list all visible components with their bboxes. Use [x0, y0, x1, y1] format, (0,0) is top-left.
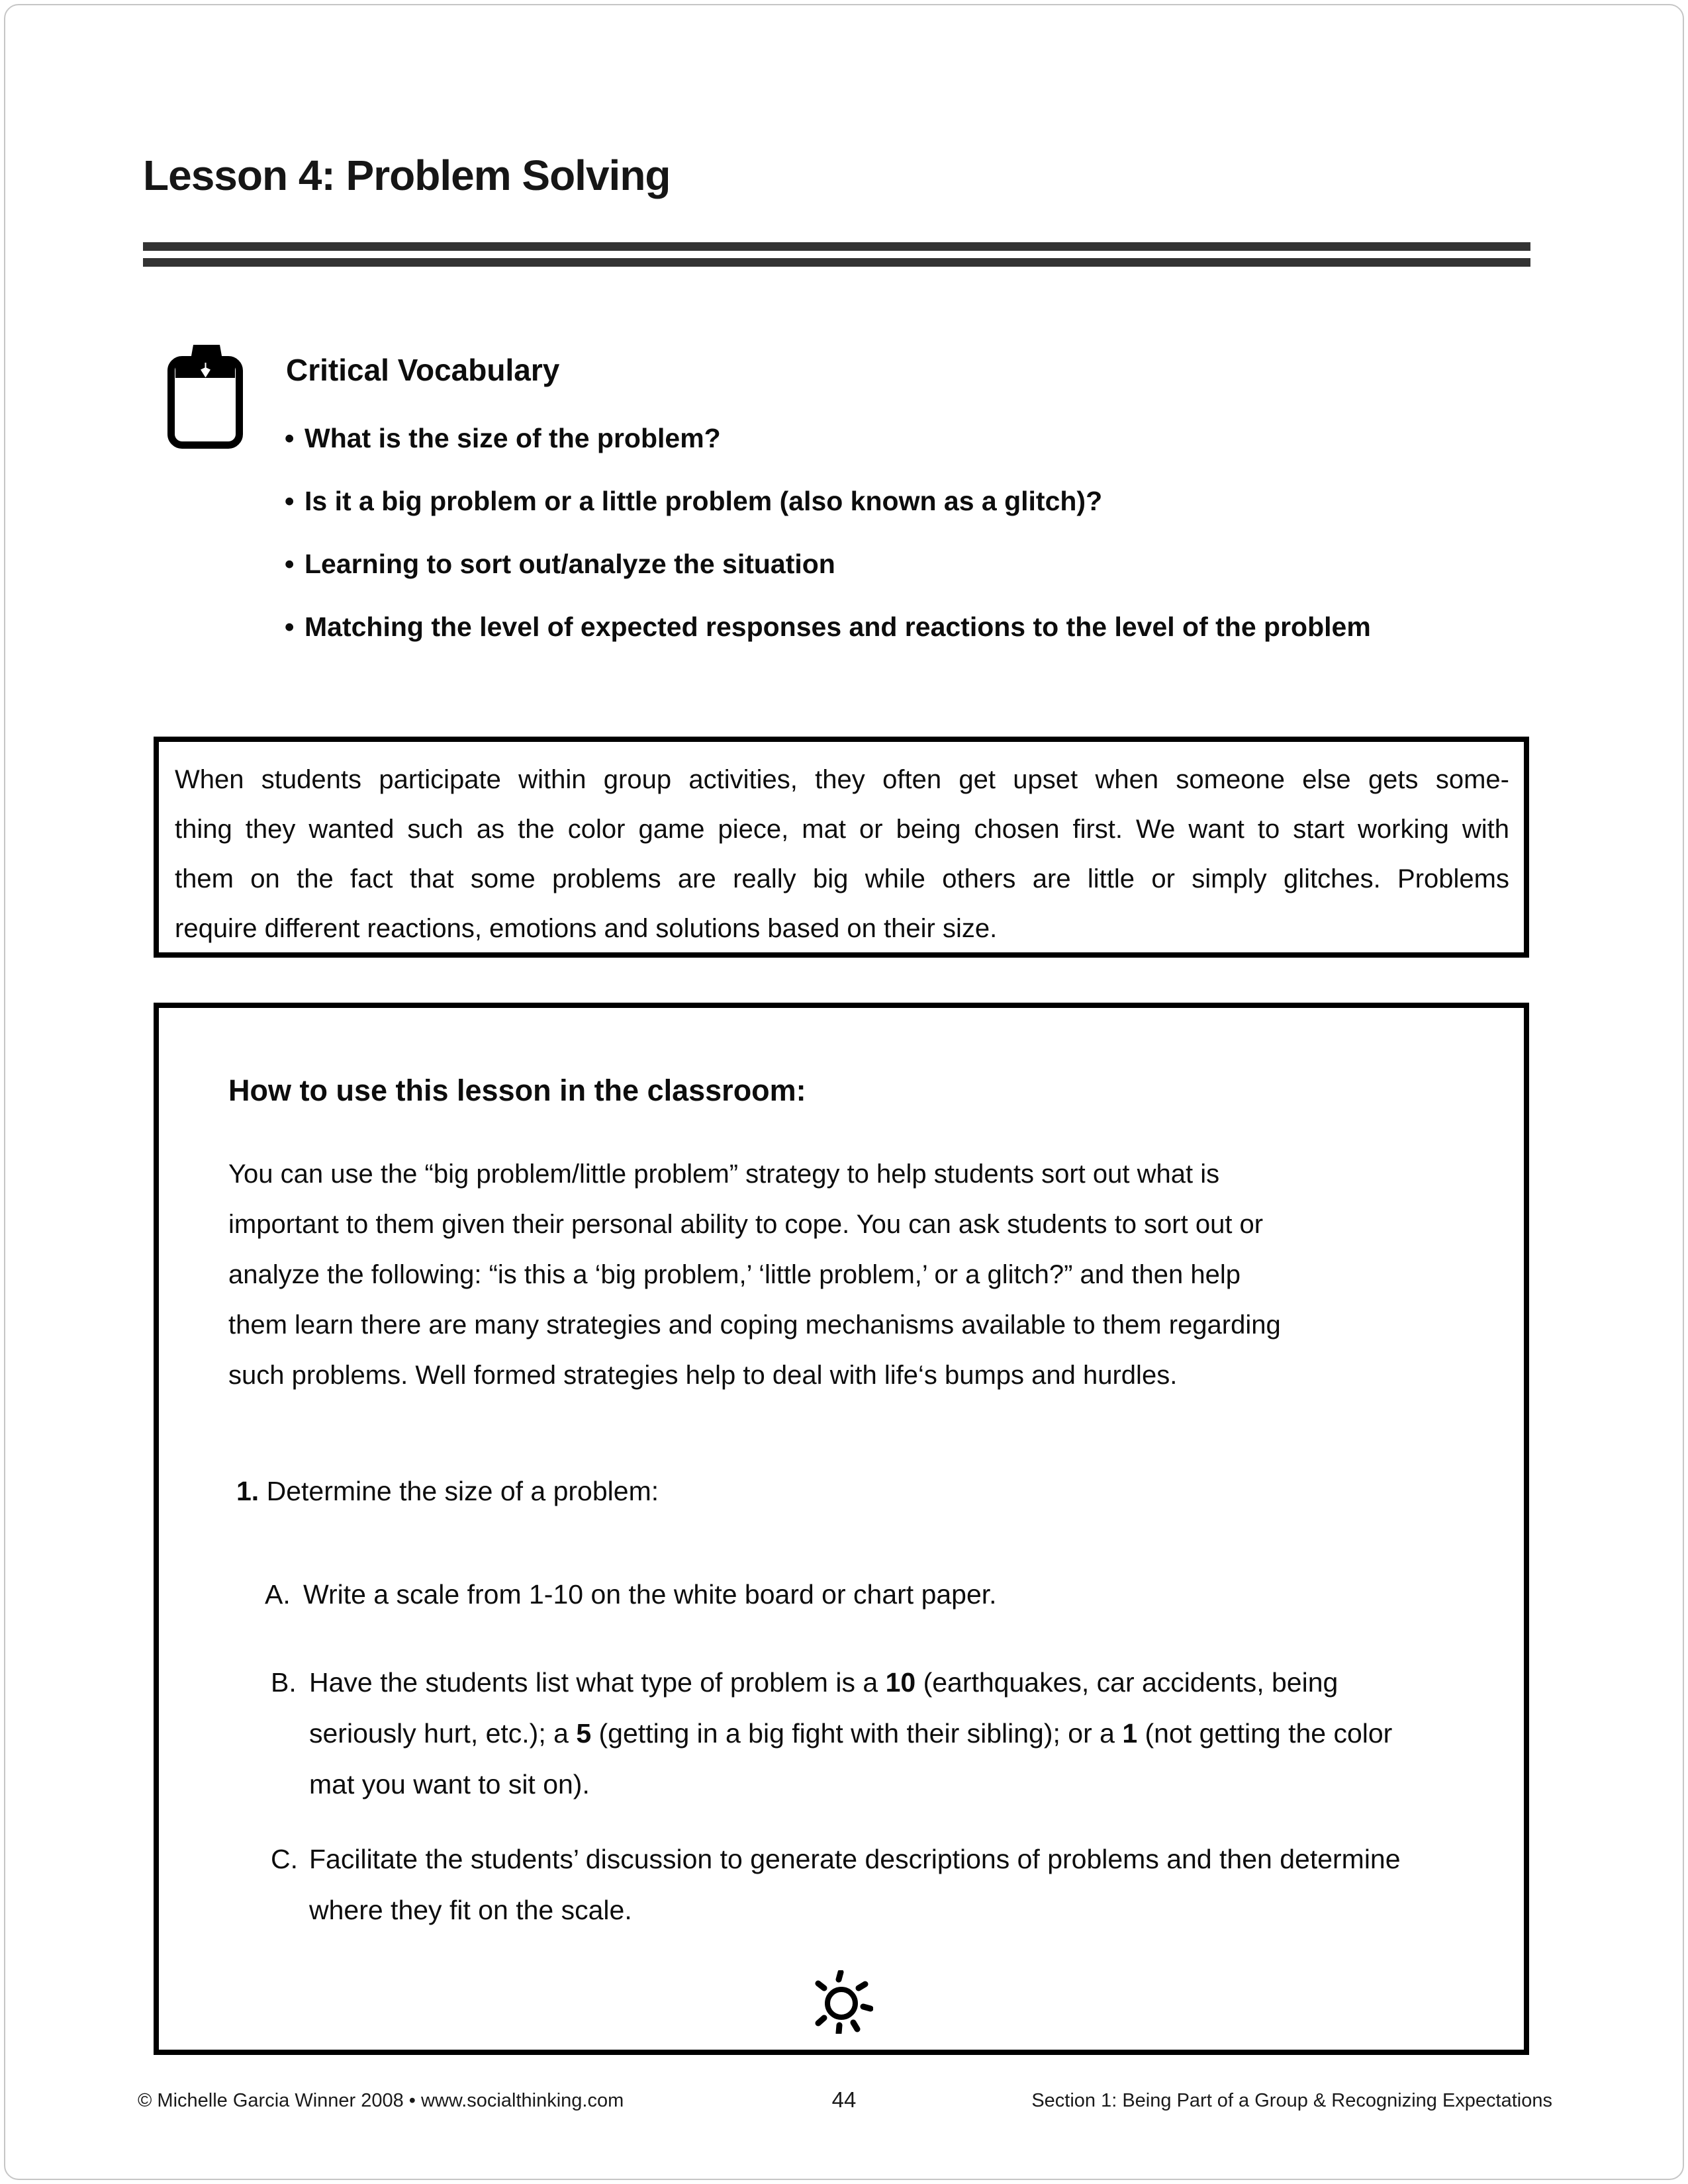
intro-box-line: require different reactions, emotions and solutions based on their size. [175, 914, 998, 943]
bullet-dot: • [285, 549, 295, 579]
step-number: 1. [236, 1476, 259, 1506]
lesson-heading: How to use this lesson in the classroom: [228, 1073, 806, 1107]
lesson-intro-line: important to them given their personal ability to cope. You can ask students to sort out or [228, 1210, 1264, 1239]
bullet-dot: • [285, 423, 295, 453]
intro-box-line: thing they wanted such as the color game piece, mat or being chosen first. We want to start working with [175, 815, 1509, 844]
page-title: Lesson 4: Problem Solving [143, 152, 671, 199]
title-rule-top [143, 242, 1530, 251]
substep-text: Have the students list what type of problem is a 10 (earthquakes, car accidents, being seriously hurt, etc.); a 5 (getting in a big fight with their sibling); or a 1 (not getting the color mat you want to sit on). [309, 1667, 1393, 1799]
substep-label: C. [271, 1844, 298, 1874]
clipboard-clip [190, 345, 223, 363]
sun-icon [810, 1970, 873, 2034]
intro-text-box [154, 737, 1529, 958]
substep-label: A. [265, 1579, 291, 1610]
lesson-intro-line: You can use the “big problem/little problem” strategy to help students sort out what is [228, 1160, 1220, 1189]
substep-a [265, 1569, 1524, 1620]
vocabulary-bullet: • What is the size of the problem? [285, 423, 721, 453]
step-1 [236, 1476, 1524, 1507]
footer-section: Section 1: Being Part of a Group & Recognizing Expectations [1031, 2090, 1552, 2111]
substep-list [159, 1569, 1524, 1936]
substep-b [271, 1657, 1524, 1810]
lesson-intro-paragraph [228, 1149, 1524, 1400]
substep-text: Write a scale from 1-10 on the white board or chart paper. [303, 1579, 997, 1610]
title-rule-bottom [143, 258, 1530, 267]
substep-label: B. [271, 1667, 297, 1698]
bullet-dot: • [285, 612, 295, 642]
vocabulary-heading: Critical Vocabulary [286, 353, 560, 387]
lesson-instructions-box [154, 1003, 1529, 2055]
vocabulary-bullet: • Matching the level of expected responses and reactions to the level of the problem [285, 612, 1371, 642]
step-text: Determine the size of a problem: [266, 1476, 659, 1506]
lesson-intro-line: such problems. Well formed strategies help to deal with life‘s bumps and hurdles. [228, 1361, 1178, 1390]
lesson-intro-line: analyze the following: “is this a ‘big problem,’ ‘little problem,’ or a glitch?” and then help [228, 1260, 1241, 1289]
intro-box-line: When students participate within group activities, they often get upset when someone else gets some- [175, 765, 1509, 794]
vocabulary-list [285, 422, 1536, 674]
lesson-intro-line: them learn there are many strategies and coping mechanisms available to them regarding [228, 1310, 1281, 1340]
vocabulary-bullet: • Is it a big problem or a little problem (also known as a glitch)? [285, 486, 1103, 516]
intro-box-line: them on the fact that some problems are really big while others are little or simply glitches. Problems [175, 864, 1509, 893]
footer-copyright: © Michelle Garcia Winner 2008 • www.socialthinking.com [138, 2090, 624, 2111]
bullet-dot: • [285, 486, 295, 516]
substep-c [271, 1834, 1524, 1936]
substep-text: Facilitate the students’ discussion to generate descriptions of problems and then determine where they fit on the scale. [309, 1844, 1401, 1925]
vocabulary-bullet: • Learning to sort out/analyze the situation [285, 549, 835, 579]
footer-page-number: 44 [831, 2087, 857, 2112]
